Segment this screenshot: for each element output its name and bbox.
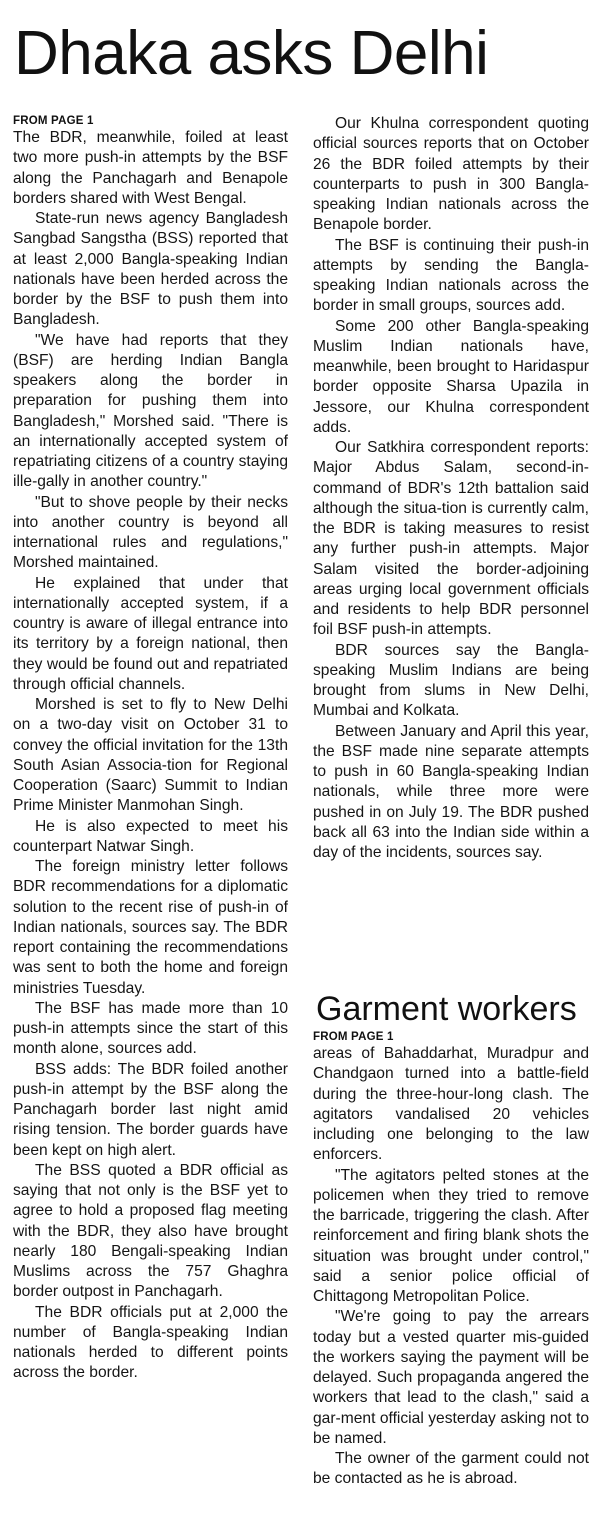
story2-paragraph: "We're going to pay the arrears today but a vested quarter mis-guided the workers saying the payment will be delayed. Such propaganda angered the workers that lead to the clash," said a gar-ment official yesterday asking not to be named. — [313, 1308, 589, 1447]
story1-paragraph: "But to shove people by their necks into another country is beyond all international rules and regulations," Morshed maintained. — [13, 493, 288, 572]
story1-paragraph: He explained that under that internationally accepted system, if a country is aware of illegal entrance into its territory by a foreign national, then they would be found out and repatriated through official channels. — [13, 574, 288, 693]
story1-left-column — [13, 114, 288, 1384]
story1-paragraph: Morshed is set to fly to New Delhi on a two-day visit on October 31 to convey the official invitation for the 13th South Asian Associa-tion for Regional Cooperation (Saarc) Summit to Indian Prime Minister Manmohan Singh. — [13, 696, 288, 815]
story1-paragraph: BSS adds: The BDR foiled another push-in attempt by the BSF along the Panchagarh border last night amid rising tension. The border guards have been kept on high alert. — [13, 1060, 288, 1159]
story1-paragraph: State-run news agency Bangladesh Sangbad Sangstha (BSS) reported that at least 2,000 Bangla-speaking Indian nationals have been herded across the border by the BSF to push them into Bangladesh. — [13, 210, 288, 329]
story1-paragraph: He is also expected to meet his counterpart Natwar Singh. — [13, 817, 288, 855]
story2-paragraph: The owner of the garment could not be contacted as he is abroad. — [313, 1450, 589, 1488]
story1-paragraph: Between January and April this year, the BSF made nine separate attempts to push in 60 Bangla-speaking Indian nationals, while three more were pushed in on July 19. The BDR pushed back all 63 into the Indian side within a day of the incidents, sources say. — [313, 722, 589, 861]
story1-from-page-label: FROM PAGE 1 — [13, 115, 94, 127]
story1-paragraph: Our Satkhira correspondent reports: Major Abdus Salam, second-in-command of BDR's 12th battalion said although the situa-tion is currently calm, the BDR is taking measures to resist any further push-in attempts. Major Salam visited the border-adjoining areas urging local government officials and residents to help BDR personnel foil BSF push-in attempts. — [313, 439, 589, 639]
story2-from-page-label: FROM PAGE 1 — [313, 1031, 394, 1043]
story1-paragraph: The BDR officials put at 2,000 the number of Bangla-speaking Indian nationals herded to different points across the border. — [13, 1303, 288, 1382]
story1-paragraph: The foreign ministry letter follows BDR recommendations for a diplomatic solution to the recent rise of push-in of Indian nationals, sources say. The BDR report containing the recommendations was sent to both the home and foreign ministries Tuesday. — [13, 858, 288, 997]
story1-right-column — [313, 114, 589, 863]
story1-paragraph: The BDR, meanwhile, foiled at least two more push-in attempts by the BSF along the Panchagarh and Benapole borders shared with West Bengal. — [13, 129, 288, 207]
story1-paragraph: Our Khulna correspondent quoting official sources reports that on October 26 the BDR foiled attempts by their counterparts to push in 300 Bangla-speaking Indian nationals across the Benapole border. — [313, 115, 589, 234]
story1-paragraph: "We have had reports that they (BSF) are herding Indian Bangla speakers along the border in preparation for pushing them into Bangladesh," Morshed said. "There is an internationally accepted system of repatriating citizens of a country staying ille-gally in another country." — [13, 331, 288, 491]
headline-garment-workers: Garment workers — [316, 990, 577, 1028]
story1-paragraph: The BSF has made more than 10 push-in attempts since the start of this month alone, sources add. — [13, 999, 288, 1058]
story2-column — [313, 1030, 589, 1490]
story1-paragraph: The BSF is continuing their push-in attempts by sending the Bangla-speaking Indian nationals across the border in small groups, sources add. — [313, 236, 589, 315]
story1-paragraph: Some 200 other Bangla-speaking Muslim Indian nationals have, meanwhile, been brought to Haridaspur border opposite Sharsa Upazila in Jessore, our Khulna correspondent adds. — [313, 317, 589, 436]
story2-paragraph: areas of Bahaddarhat, Muradpur and Chandgaon turned into a battle-field during the three-hour-long clash. The agitators vandalised 20 vehicles including one belonging to the law enforcers. — [313, 1045, 589, 1164]
headline-dhaka-asks-delhi: Dhaka asks Delhi — [14, 19, 489, 88]
story2-paragraph: "The agitators pelted stones at the policemen when they tried to remove the barricade, triggering the clash. After reinforcement and firing blank shots the situation was brought under control," said a senior police official of Chittagong Metropolitan Police. — [313, 1166, 589, 1305]
story1-paragraph: The BSS quoted a BDR official as saying that not only is the BSF yet to agree to hold a proposed flag meeting with the BDR, they also have brought nearly 180 Bengali-speaking Indian Muslims across the 757 Ghaghra border outpost in Panchagarh. — [13, 1161, 288, 1301]
story1-paragraph: BDR sources say the Bangla-speaking Muslim Indians are being brought from slums in New Delhi, Mumbai and Kolkata. — [313, 641, 589, 720]
